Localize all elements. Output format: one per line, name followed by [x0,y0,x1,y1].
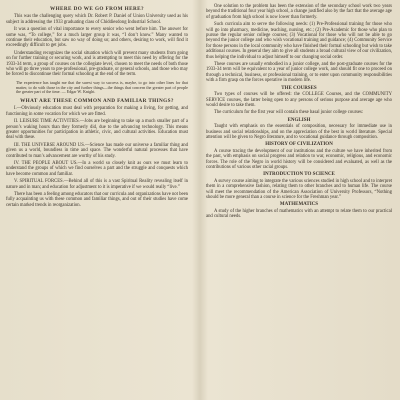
numbered-item: II. LEISURE TIME ACTIVITIES.—Jobs are beginning to take up a much smaller part of a person’s waking hours than they formerly did, due to the advancing technology. This means greater opportunities for participation in athletic, civic, and cultural activities. Education must deal with these. [6,119,188,141]
paragraph: There has been a feeling among educators that our curricula and organizations have not been fully acquainting us with these common and familiar things, and out of their studies have come certain marked trends in reorganization. [6,192,188,208]
paragraph: One solution to the problem has been the extension of the secondary school work two years beyond the traditional four year high school, a change justified also by the fact that the average age of graduation from high school is now lower than formerly. [206,4,392,20]
paragraph: It was a question of vital importance to every senior who went before him. The answer for some was, “To college,” for a much larger group it was, “I don’t know.” Many wanted to continue their education, but saw no way of doing so; and others, desiring to work, will find it exceedingly difficult to get jobs. [6,27,188,49]
numbered-item: IV. THE PEOPLE ABOUT US.—In a world so closely knit as ours we must learn to understand the groups of which we find ourselves a part and the struggle and conquests which have become common and familiar. [6,161,188,177]
paragraph: These courses are usually embodied in a junior college, and the post-graduate courses for the 1933-34 term will be equivalent to a year of junior college work, and should fit one to proceed on through a technical, business, or professional training, or to enter upon community responsibilities with a firm grasp on the forces operative in modern life. [206,62,392,84]
numbered-item: III. THE UNIVERSE AROUND US.—Science has made our universe a familiar thing and given us a world, boundless in time and space. The wonderful natural processes that have contributed to man’s advancement are worthy of his study. [6,142,188,159]
paragraph: A course tracing the development of our institutions and the culture we have inherited from the past, with emphasis on social progress and relation to war, economic, religious, and economic forces. The role of the Negro in world history will be considered and evaluated, as well as the contributions of various other racial groups. [206,148,392,170]
section-heading: WHAT ARE THESE COMMON AND FAMILIAR THINGS? [20,97,174,104]
numbered-item: I.—Obviously education must deal with preparation for making a living, for getting, and functioning in some vocation for which we are fitted. [6,106,188,117]
paragraph: Taught with emphasis on the essentials of composition, necessary for immediate use in business and social relationships, and on the appreciation of the best in world literature. Special attention will be given to Negro literature, and to vocational guidance through composition. [206,124,392,140]
paragraph: The curriculum for the first year will contain these basal junior college courses: [214,110,364,116]
left-column [6,4,188,210]
paragraph: Such curricula aim to serve the following needs: (1) Pre-Professional training for those who will go into pharmacy, medicine, teaching, nursing, etc.; (2) Pre-Academic for those who plan to pursue the regular senior college courses; (3) Vocational for those who will not be able to go beyond the junior college and who wish vocational training and guidance; (4) Community Service for those persons in the local community who have finished their formal schooling but wish to take additional courses. In general they aim to give all students a broad cultural view of our civilization, thus helping the individual to adjust himself to our changing social order. [206,22,392,60]
paragraph: A study of the higher branches of mathematics with an attempt to relate them to our practical and cultural needs. [206,208,392,220]
numbered-item: V. SPIRITUAL FORCES.—Behind all of this is a vast Spiritual Reality revealing itself in nature and in man; and education for adjustment to it is imperative if we would really “live.” [6,179,188,190]
paragraph: Understanding recognizes the social situation which will prevent many students from going on for further training or securing work, and is attempting to meet this need by offering for the 1933-34 term, a group of courses on the collegiate level, chosen to meet the needs of both those who will go three years to pre-professional, pre-graduate, or general schools, and those who may be forced to discontinue their formal schooling at the end of the term. [6,50,188,78]
intro-paragraph: This was the challenging query which Dr. Robert P. Daniel of Union University used as his subject in addressing the 1933 graduating class of Chiddiesdong Industrial School. [6,14,188,25]
right-column [206,4,392,222]
paragraph: A survey course aiming to integrate the various sciences studied in high school and to interpret them in a comprehensive fashion, relating them to other branches and to human life. The course will meet the recommendation of the American Association of University Professors, “Nothing should be more general than a course in science for the Freshman year.” [206,178,392,200]
quotation-note: The experience has taught me that the surest way to success is, maybe, to go into other lines for that matter, to do with those in the city and further things—the things that concern the greater part of people the greater part of the time. — Edgar W. Knight. [16,79,188,95]
english-heading: ENGLISH [287,117,311,123]
section-title: WHERE DO WE GO FROM HERE? [50,6,144,12]
paragraph: Two types of courses will be offered: the COLLEGE Courses, and the COMMUNITY SERVICE courses, the latter being open to any persons of serious purpose and average age who would desire to take them. [206,92,392,108]
mathematics-heading: MATHEMATICS [279,202,319,208]
courses-heading: THE COURSES [281,85,317,91]
history-heading: HISTORY OF CIVILIZATION [265,142,333,148]
science-heading: INTRODUCTION TO SCIENCE [263,172,335,178]
